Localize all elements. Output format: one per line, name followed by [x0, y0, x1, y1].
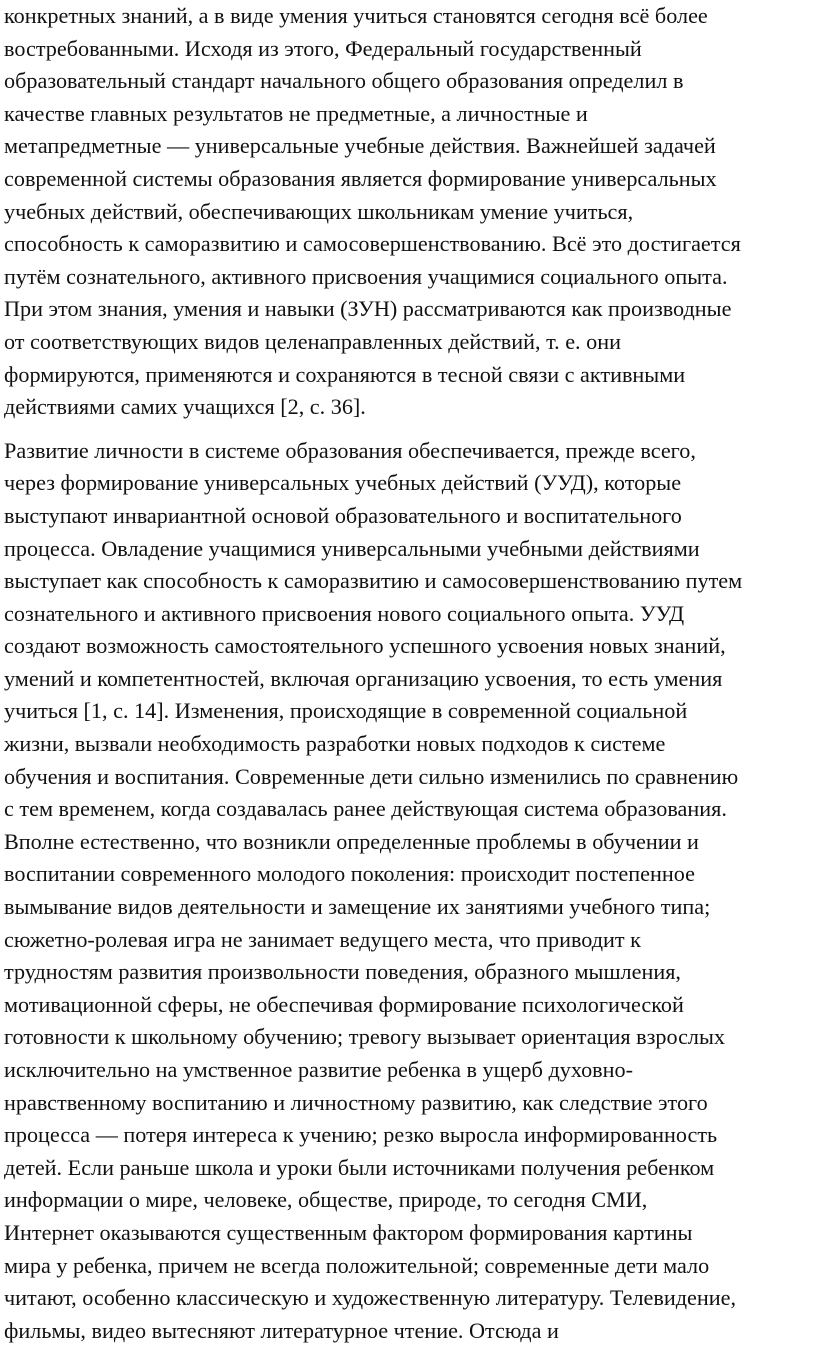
text-line: учиться [1, с. 14]. Изменения, происходящие в современной социальной — [4, 698, 688, 724]
text-line: выступают инвариантной основой образовательного и воспитательного — [4, 502, 682, 528]
text-line: от соответствующих видов целенаправленных действий, т. е. они — [4, 328, 621, 354]
text-line: метапредметные — универсальные учебные действия. Важнейшей задачей — [4, 133, 716, 159]
text-line: жизни, вызвали необходимость разработки новых подходов к системе — [4, 731, 666, 757]
text-line: процесса. Овладение учащимися универсальными учебными действиями — [4, 535, 700, 561]
text-line: создают возможность самостоятельного успешного усвоения новых знаний, — [4, 633, 726, 659]
text-line: способность к саморазвитию и самосовершенствованию. Всё это достигается — [4, 231, 741, 257]
text-line: Вполне естественно, что возникли определенные проблемы в обучении и — [4, 828, 699, 854]
text-line: мира у ребенка, причем не всегда положительной; современные дети мало — [4, 1252, 710, 1278]
text-line: детей. Если раньше школа и уроки были источниками получения ребенком — [4, 1154, 715, 1180]
text-line: востребованными. Исходя из этого, Федеральный государственный — [4, 35, 642, 61]
text-line: мотивационной сферы, не обеспечивая формирование психологической — [4, 991, 684, 1017]
text-line: исключительно на умственное развитие ребенка в ущерб духовно- — [4, 1057, 633, 1082]
text-line: трудностям развития произвольности поведения, образного мышления, — [4, 959, 681, 985]
text-line: выступает как способность к саморазвитию и самосовершенствованию путем — [4, 568, 743, 594]
text-line: При этом знания, умения и навыки (ЗУН) рассматриваются как производные — [4, 296, 732, 322]
text-line: сюжетно-ролевая игра не занимает ведущего места, что приводит к — [4, 926, 641, 952]
text-line: формируются, применяются и сохраняются в тесной связи с активными — [4, 361, 686, 387]
text-line: через формирование универсальных учебных действий (УУД), которые — [4, 470, 682, 496]
text-line: с тем временем, когда создавалась ранее действующая система образования. — [4, 796, 727, 822]
text-line: качестве главных результатов не предметные, а личностные и — [4, 100, 588, 126]
text-line: воспитании современного молодого поколения: происходит постепенное — [4, 861, 695, 887]
text-line: конкретных знаний, а в виде умения учиться становятся сегодня всё более — [4, 3, 708, 28]
text-line: сознательного и активного присвоения нового социального опыта. УУД — [4, 600, 685, 626]
text-line: информации о мире, человеке, обществе, природе, то сегодня СМИ, — [4, 1187, 648, 1213]
text-line: обучения и воспитания. Современные дети сильно изменились по сравнению — [4, 763, 739, 789]
text-line: Развитие личности в системе образования обеспечивается, прежде всего, — [4, 437, 696, 463]
text-line: Интернет оказываются существенным фактором формирования картины — [4, 1219, 693, 1245]
text-line: современной системы образования является формирование универсальных — [4, 165, 717, 191]
text-line: читают, особенно классическую и художественную литературу. Телевидение, — [4, 1285, 736, 1311]
paragraph-2 — [4, 435, 812, 1347]
paragraph-1 — [4, 0, 812, 424]
text-line: нравственному воспитанию и личностному развитию, как следствие этого — [4, 1089, 708, 1115]
text-line: умений и компетентностей, включая организацию усвоения, то есть умения — [4, 665, 723, 691]
text-line: фильмы, видео вытесняют литературное чтение. Отсюда и — [4, 1317, 559, 1343]
text-line: учебных действий, обеспечивающих школьникам умение учиться, — [4, 198, 634, 224]
text-line: процесса — потеря интереса к учению; резко выросла информированность — [4, 1122, 718, 1148]
text-line: действиями самих учащихся [2, с. 36]. — [4, 394, 366, 420]
text-line: готовности к школьному обучению; тревогу вызывает ориентация взрослых — [4, 1024, 726, 1050]
text-line: образовательный стандарт начального общего образования определил в — [4, 68, 684, 94]
text-line: путём сознательного, активного присвоения учащимися социального опыта. — [4, 263, 728, 289]
text-line: вымывание видов деятельности и замещение их занятиями учебного типа; — [4, 894, 711, 920]
